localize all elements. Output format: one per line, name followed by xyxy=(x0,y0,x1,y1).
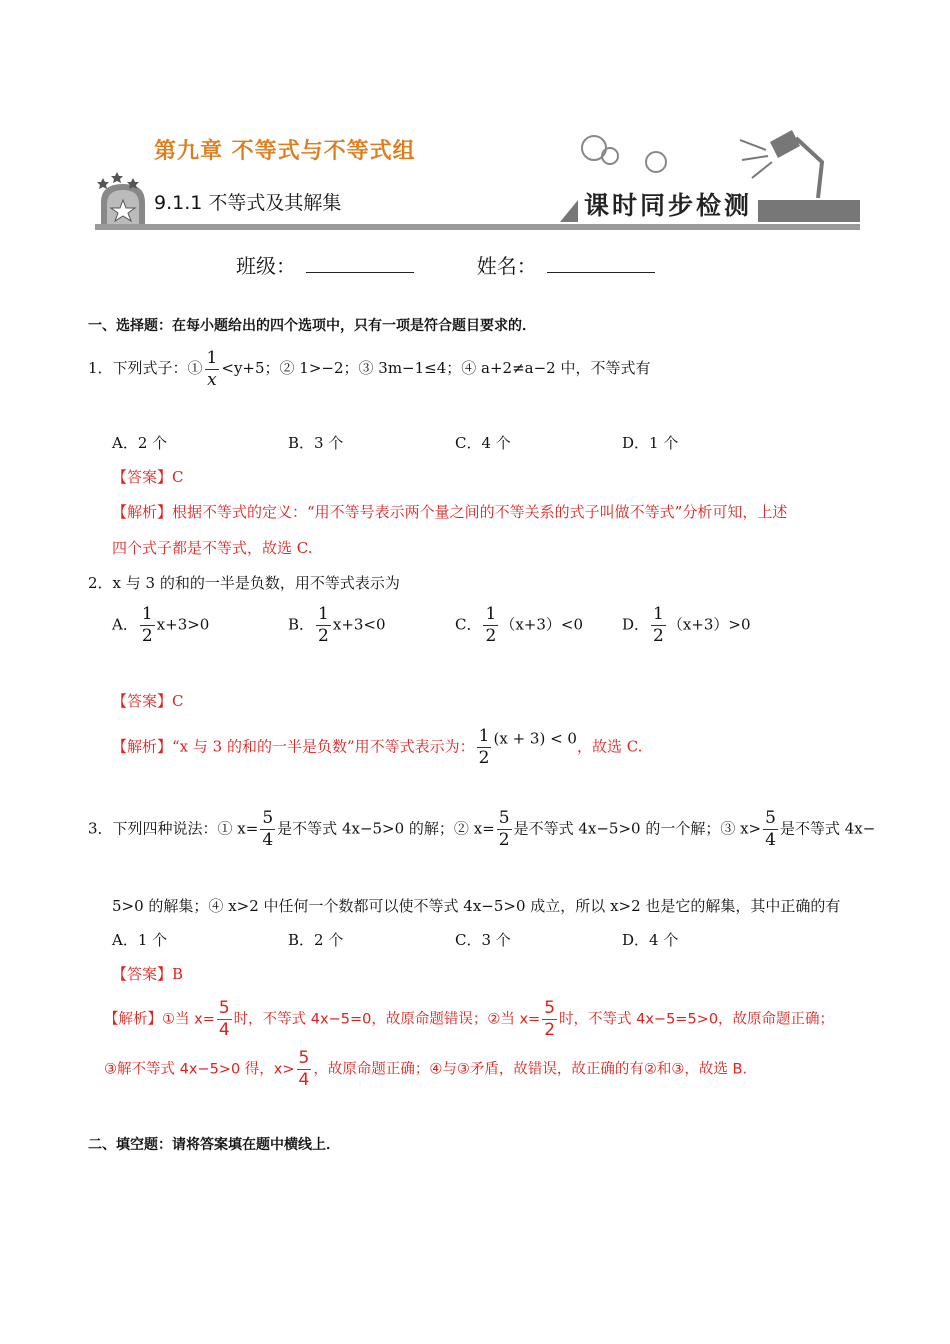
q3-an-frac-5-4c xyxy=(297,1050,312,1089)
frac-den: 2 xyxy=(544,1020,556,1040)
q3-option-b[interactable]: B．2 个 xyxy=(288,931,344,949)
q3-an-frac-5-4 xyxy=(217,1000,232,1039)
q2-option-a-letter: A． xyxy=(112,615,138,634)
q2-analysis-frac xyxy=(477,728,492,767)
q1-analysis-line1: 【解析】根据不等式的定义：“用不等号表示两个量之间的不等关系的式子叫做不等式”分析可知，上述 xyxy=(112,503,788,521)
q3-option-c[interactable]: C．3 个 xyxy=(455,931,511,949)
q2-option-d-frac xyxy=(651,606,666,645)
frac-num: 1 xyxy=(318,604,329,624)
q3-line1-d: 是不等式 4x− xyxy=(779,819,876,838)
q3-line1-b: 是不等式 4x−5>0 的解；② x= xyxy=(277,819,495,838)
frac-den: 2 xyxy=(478,748,490,768)
star-badge-icon xyxy=(95,170,155,230)
q1-option-c[interactable]: C．4 个 xyxy=(455,434,511,452)
q3-frac-5-4 xyxy=(260,810,275,849)
name-label: 姓名： xyxy=(476,254,537,278)
q1-fraction xyxy=(205,350,220,389)
section2-heading: 二、填空题：请将答案填在题中横线上． xyxy=(88,1137,340,1153)
frac-den: 4 xyxy=(765,830,776,850)
frac-den: 2 xyxy=(485,626,497,646)
q2-option-d-expr: （x+3）>0 xyxy=(667,615,751,634)
q2-analysis-expr: (x + 3) < 0 xyxy=(493,729,577,748)
q3-line1-a: 3．下列四种说法：① x= xyxy=(88,819,259,838)
q3-an-a: 【解析】①当 x= xyxy=(104,1011,215,1028)
q2-stem: 2．x 与 3 的和的一半是负数，用不等式表示为 xyxy=(88,574,400,592)
q3-line2: 5>0 的解集；④ x>2 中任何一个数都可以使不等式 4x−5>0 成立，所以 x>2 也是它的解集，其中正确的有 xyxy=(112,897,841,915)
q2-option-c-letter: C． xyxy=(455,615,482,634)
frac-den: 4 xyxy=(262,830,274,850)
q1-stem xyxy=(88,350,651,389)
frac-num: 5 xyxy=(218,998,230,1018)
q2-option-c[interactable] xyxy=(455,606,583,645)
q2-option-b-frac xyxy=(316,606,331,645)
name-field[interactable] xyxy=(547,256,655,273)
frac-den: 2 xyxy=(141,626,153,646)
frac-num: 5 xyxy=(262,808,274,828)
q2-option-d-letter: D． xyxy=(622,615,650,634)
q1-analysis-line2: 四个式子都是不等式，故选 C. xyxy=(112,539,313,557)
q2-analysis-suffix: ，故选 C. xyxy=(576,737,643,756)
frac-num: 1 xyxy=(478,726,490,746)
q2-option-c-expr: （x+3）<0 xyxy=(500,615,583,634)
q2-option-d[interactable] xyxy=(622,606,751,645)
q3-an-d: ③解不等式 4x−5>0 得，x> xyxy=(104,1061,295,1078)
class-label: 班级： xyxy=(236,254,296,278)
q3-answer: 【答案】B xyxy=(112,965,184,983)
q1-answer: 【答案】C xyxy=(112,468,184,486)
q1-option-b[interactable]: B．3 个 xyxy=(288,434,344,452)
q2-analysis xyxy=(112,728,642,767)
q2-option-b[interactable] xyxy=(288,606,386,645)
q3-frac-5-4b xyxy=(763,810,778,849)
bubbles-decoration-icon xyxy=(580,132,680,182)
q2-option-b-letter: B． xyxy=(288,615,315,634)
q1-rest: <y+5；② 1>−2；③ 3m−1≤4；④ a+2≠a−2 中，不等式有 xyxy=(221,359,651,377)
frac-den: 2 xyxy=(498,830,510,850)
sync-test-badge: 课时同步检测 xyxy=(578,186,758,222)
q3-frac-5-2 xyxy=(497,810,512,849)
q2-option-a-expr: x+3>0 xyxy=(156,615,210,634)
frac-num: 5 xyxy=(544,998,556,1018)
q3-option-a[interactable]: A．1 个 xyxy=(112,931,168,949)
q1-option-d[interactable]: D．1 个 xyxy=(622,434,679,452)
q1-prefix: 1．下列式子：① xyxy=(88,359,203,377)
q3-analysis-line2 xyxy=(104,1050,747,1089)
q1-frac-den: x xyxy=(207,370,217,390)
frac-den: 4 xyxy=(218,1020,230,1040)
q3-option-d[interactable]: D．4 个 xyxy=(622,931,679,949)
q3-an-e: ，故原命题正确；④与③矛盾，故错误，故正确的有②和③，故选 B. xyxy=(313,1061,748,1078)
q3-an-frac-5-2 xyxy=(542,1000,557,1039)
q3-line1-c: 是不等式 4x−5>0 的一个解；③ x> xyxy=(513,819,762,838)
q2-option-b-expr: x+3<0 xyxy=(332,615,386,634)
frac-num: 1 xyxy=(653,604,664,624)
frac-den: 4 xyxy=(298,1070,310,1090)
q3-analysis-line1 xyxy=(104,1000,834,1039)
q2-option-a-frac xyxy=(140,606,155,645)
q2-option-c-frac xyxy=(483,606,498,645)
q3-an-b: 时，不等式 4x−5=0，故原命题错误；②当 x= xyxy=(233,1011,541,1028)
frac-num: 5 xyxy=(298,1048,310,1068)
chapter-title: 第九章 不等式与不等式组 xyxy=(154,139,416,164)
frac-num: 1 xyxy=(141,604,153,624)
q3-line1 xyxy=(88,810,875,849)
q2-analysis-prefix: 【解析】“x 与 3 的和的一半是负数”用不等式表示为： xyxy=(112,737,475,756)
student-info-row xyxy=(236,250,655,279)
section-title: 9.1.1 不等式及其解集 xyxy=(154,192,342,214)
frac-den: 2 xyxy=(318,626,329,646)
frac-num: 1 xyxy=(485,604,497,624)
q2-option-a[interactable] xyxy=(112,606,209,645)
q1-option-a[interactable]: A．2 个 xyxy=(112,434,168,452)
frac-num: 5 xyxy=(765,808,776,828)
q2-answer: 【答案】C xyxy=(112,692,184,710)
q3-an-c: 时，不等式 4x−5=5>0，故原命题正确； xyxy=(559,1011,835,1028)
header-banner xyxy=(90,110,870,240)
header-divider xyxy=(95,224,860,230)
frac-num: 5 xyxy=(498,808,510,828)
frac-den: 2 xyxy=(653,626,664,646)
q1-frac-num: 1 xyxy=(206,348,218,368)
section1-heading: 一、选择题：在每小题给出的四个选项中，只有一项是符合题目要求的． xyxy=(88,318,536,334)
class-field[interactable] xyxy=(306,256,414,273)
